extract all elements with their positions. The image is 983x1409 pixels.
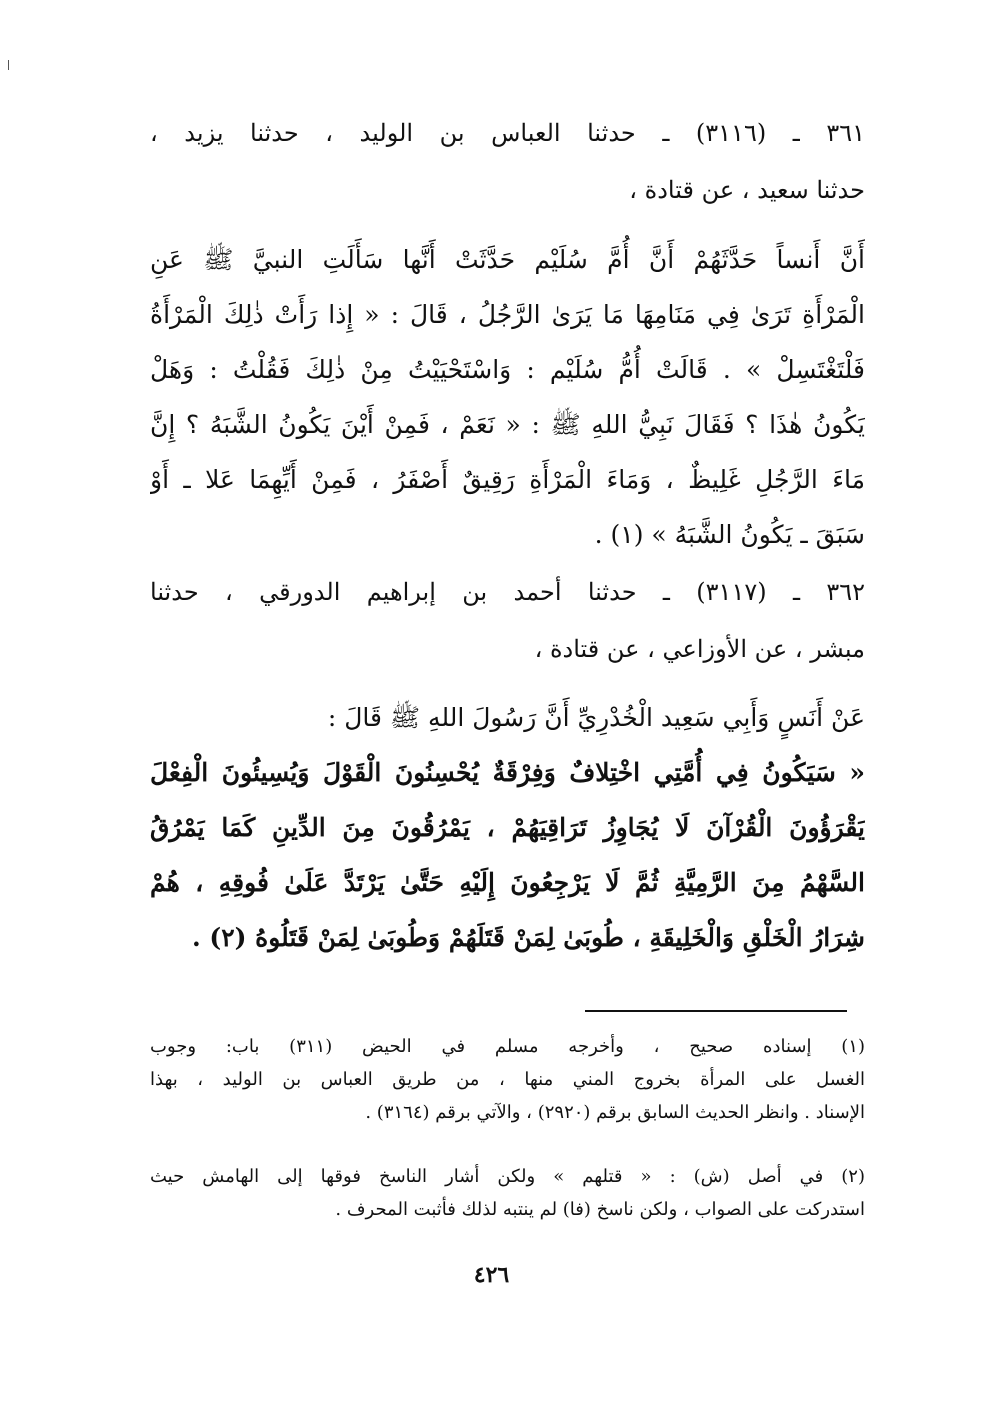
matn-line: مَاءَ الرَّجُلِ غَلِيظٌ ، وَمَاءَ الْمَرْأَةِ رَقِيقٌ أَصْفَرُ ، فَمِنْ أَيِّهِمَا عَلا ـ أَوْ bbox=[150, 465, 865, 494]
footnote-line: استدركت على الصواب ، ولكن ناسخ (فا) لم ينتبه لذلك فأثبت المحرف . bbox=[335, 1199, 865, 1220]
matn-line: فَلْتَغْتَسِلْ » . قَالَتْ أُمُّ سُلَيْم : وَاسْتَحْيَيْتُ مِنْ ذٰلِكَ فَقُلْتُ : وَهَلْ bbox=[150, 355, 865, 384]
matn-line: الْمَرْأَةِ تَرَىٰ فِي مَنَامِهَا مَا يَرَىٰ الرَّجُلُ ، قَالَ : « إِذا رَأَتْ ذٰلِكَ الْمَرْأَةُ bbox=[150, 300, 865, 329]
footnote-2 bbox=[150, 1160, 865, 1226]
matn-line: يَقْرَؤُونَ الْقُرْآنَ لَا يُجَاوِزُ تَرَاقِيَهُمْ ، يَمْرُقُونَ مِنَ الدِّينِ كَمَا يَمْرُقُ bbox=[150, 813, 865, 842]
hadith-362-isnad bbox=[150, 564, 865, 678]
footnote-line: الغسل على المرأة بخروج المني منها ، من طريق العباس بن الوليد ، بهذا bbox=[150, 1069, 865, 1090]
hadith-361-matn bbox=[150, 232, 865, 562]
matn-line: عَنْ أَنَسٍ وَأَبِي سَعِيد الْخُدْرِيِّ أَنَّ رَسُولَ اللهِ ﷺ قَالَ : bbox=[327, 703, 865, 732]
footnote-line: (٢) في أصل (ش) : « قتلهم » ولكن أشار الناسخ فوقها إلى الهامش حيث bbox=[150, 1166, 865, 1187]
matn-line: شِرَارُ الْخَلْقِ وَالْخَلِيقَةِ ، طُوبَىٰ لِمَنْ قَتَلَهُمْ وَطُوبَىٰ لِمَنْ قَتَلُوهُ (٢) . bbox=[191, 923, 865, 952]
hadith-362-matn bbox=[150, 690, 865, 965]
hadith-361-isnad bbox=[150, 105, 865, 219]
isnad-line: مبشر ، عن الأوزاعي ، عن قتادة ، bbox=[534, 635, 865, 663]
isnad-line: ٣٦١ ـ (٣١١٦) ـ حدثنا العباس بن الوليد ، حدثنا يزيد ، bbox=[150, 119, 865, 147]
footnote-line: (١) إسناده صحيح ، وأخرجه مسلم في الحيض (٣١١) باب: وجوب bbox=[150, 1036, 865, 1057]
footnote-line: الإسناد . وانظر الحديث السابق برقم (٢٩٢٠) ، والآتي برقم (٣١٦٤) . bbox=[365, 1102, 865, 1123]
footnote-1 bbox=[150, 1030, 865, 1129]
page-number: ٤٢٦ bbox=[473, 1262, 510, 1288]
matn-line: السَّهْمُ مِنَ الرَّمِيَّةِ ثُمَّ لَا يَرْجِعُونَ إِلَيْهِ حَتَّىٰ يَرْتَدَّ عَلَىٰ فُوقِهِ ، هُمْ bbox=[150, 868, 865, 897]
isnad-line: حدثنا سعيد ، عن قتادة ، bbox=[629, 176, 865, 204]
matn-line: يَكُونُ هٰذَا ؟ فَقَالَ نَبِيُّ اللهِ ﷺ : « نَعَمْ ، فَمِنْ أَيْنَ يَكُونُ الشَّبَهُ ؟ إِنَّ bbox=[150, 410, 865, 439]
matn-line: « سَيَكُونُ فِي أُمَّتِي اخْتِلافٌ وَفِرْقَةٌ يُحْسِنُونَ الْقَوْلَ وَيُسِيئُونَ الْفِعْلَ bbox=[150, 758, 865, 787]
footnote-separator bbox=[585, 1010, 847, 1012]
isnad-line: ٣٦٢ ـ (٣١١٧) ـ حدثنا أحمد بن إبراهيم الدورقي ، حدثنا bbox=[150, 578, 865, 606]
margin-mark bbox=[8, 60, 9, 70]
matn-line: سَبَقَ ـ يَكُونُ الشَّبَهُ » (١) . bbox=[594, 520, 865, 549]
matn-line: أَنَّ أَنساً حَدَّثَهُمْ أَنَّ أُمَّ سُلَيْم حَدَّثَتْ أَنَّها سَأَلَتِ النبيَّ ﷺ عَنِ bbox=[150, 245, 865, 274]
